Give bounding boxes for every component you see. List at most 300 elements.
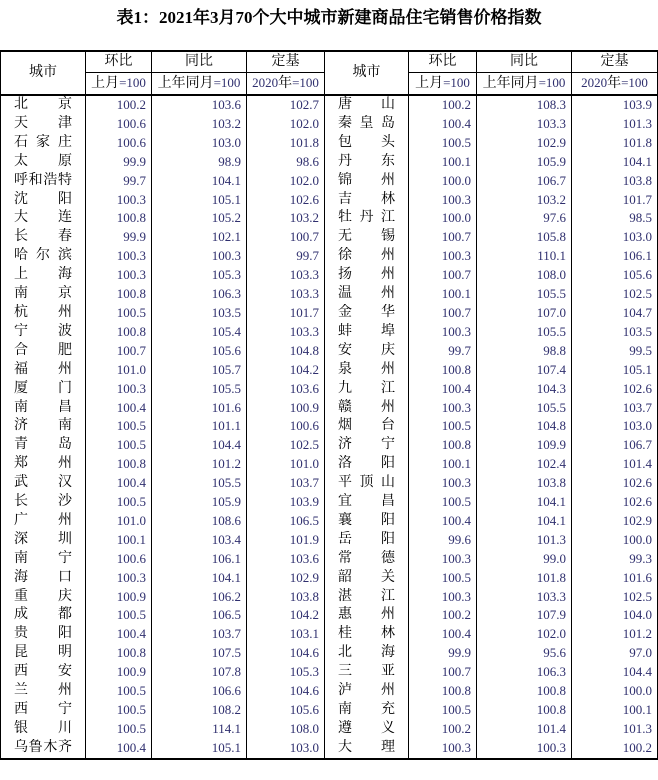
yoy-index-value: 107.5 bbox=[152, 644, 247, 663]
fixed-base-index-value: 106.5 bbox=[247, 512, 325, 531]
base-header-part: 上年同月 bbox=[157, 76, 214, 91]
yoy-index-value: 100.8 bbox=[477, 701, 572, 720]
yoy-index-value: 101.2 bbox=[152, 455, 247, 474]
mom-index-value: 100.1 bbox=[409, 153, 477, 172]
city-name: 南 宁 bbox=[1, 550, 86, 569]
mom-index-value: 100.4 bbox=[409, 380, 477, 399]
base-header-part: =100 bbox=[443, 75, 470, 90]
fixed-base-index-value: 103.1 bbox=[247, 625, 325, 644]
table-row bbox=[1, 304, 658, 323]
fixed-base-index-value: 101.3 bbox=[572, 115, 658, 134]
fixed-base-index-value: 102.5 bbox=[572, 588, 658, 607]
fixed-base-index-value: 100.6 bbox=[247, 417, 325, 436]
base-header-part: 年 bbox=[278, 76, 293, 91]
city-name: 扬 州 bbox=[325, 266, 409, 285]
table-row bbox=[1, 550, 658, 569]
mom-index-value: 100.7 bbox=[409, 304, 477, 323]
table-row bbox=[1, 342, 658, 361]
table-row bbox=[1, 644, 658, 663]
city-name: 济 宁 bbox=[325, 436, 409, 455]
yoy-index-value: 105.1 bbox=[152, 739, 247, 759]
fixed-base-index-value: 103.3 bbox=[247, 285, 325, 304]
mom-index-value: 100.1 bbox=[86, 531, 152, 550]
fixed-base-index-value: 108.0 bbox=[247, 720, 325, 739]
city-name: 宁 波 bbox=[1, 323, 86, 342]
mom-index-value: 100.4 bbox=[86, 625, 152, 644]
mom-index-value: 100.5 bbox=[86, 304, 152, 323]
city-name: 北 京 bbox=[1, 95, 86, 115]
table-row bbox=[1, 606, 658, 625]
city-name: 丹 东 bbox=[325, 153, 409, 172]
mom-index-value: 100.3 bbox=[409, 550, 477, 569]
fixed-base-index-value: 101.4 bbox=[572, 455, 658, 474]
table-row bbox=[1, 209, 658, 228]
table-row bbox=[1, 739, 658, 759]
city-name: 兰 州 bbox=[1, 682, 86, 701]
city-name: 长 沙 bbox=[1, 493, 86, 512]
mom-index-value: 100.5 bbox=[86, 417, 152, 436]
table-row bbox=[1, 474, 658, 493]
mom-index-value: 100.0 bbox=[409, 172, 477, 191]
yoy-index-value: 101.4 bbox=[477, 720, 572, 739]
yoy-index-value: 106.3 bbox=[152, 285, 247, 304]
city-name: 长 春 bbox=[1, 228, 86, 247]
city-name: 安 庆 bbox=[325, 342, 409, 361]
fixed-base-index-value: 101.9 bbox=[247, 531, 325, 550]
fixed-base-index-value: 97.0 bbox=[572, 644, 658, 663]
price-index-table bbox=[0, 50, 658, 760]
mom-index-value: 100.3 bbox=[86, 247, 152, 266]
city-name: 上 海 bbox=[1, 266, 86, 285]
table-row bbox=[1, 399, 658, 418]
fixed-base-index-value: 106.1 bbox=[572, 247, 658, 266]
base-header-part: =100 bbox=[538, 75, 566, 90]
mom-index-value: 100.9 bbox=[86, 588, 152, 607]
city-name: 深 圳 bbox=[1, 531, 86, 550]
yoy-index-value: 103.2 bbox=[477, 191, 572, 210]
fixed-base-index-value: 100.0 bbox=[572, 531, 658, 550]
fixed-base-index-value: 106.7 bbox=[572, 436, 658, 455]
table-row bbox=[1, 361, 658, 380]
fixed-base-index-value: 101.7 bbox=[572, 191, 658, 210]
base-header-part: =100 bbox=[292, 75, 319, 90]
mom-index-value: 100.5 bbox=[86, 701, 152, 720]
table-row bbox=[1, 266, 658, 285]
city-name: 太 原 bbox=[1, 153, 86, 172]
fixed-base-index-value: 102.0 bbox=[247, 115, 325, 134]
city-name: 厦 门 bbox=[1, 380, 86, 399]
mom-index-value: 100.9 bbox=[86, 663, 152, 682]
city-name: 天 津 bbox=[1, 115, 86, 134]
index-base-header bbox=[86, 73, 152, 96]
fixed-base-index-value: 104.7 bbox=[572, 304, 658, 323]
mom-index-value: 100.4 bbox=[86, 399, 152, 418]
table-row bbox=[1, 512, 658, 531]
fixed-base-index-value: 104.6 bbox=[247, 644, 325, 663]
yoy-index-value: 108.6 bbox=[152, 512, 247, 531]
mom-index-value: 100.7 bbox=[409, 228, 477, 247]
base-header-part: 2020 bbox=[581, 75, 608, 90]
fixed-base-index-value: 101.2 bbox=[572, 625, 658, 644]
yoy-index-value: 102.1 bbox=[152, 228, 247, 247]
yoy-index-value: 105.4 bbox=[152, 323, 247, 342]
city-column-header: 城市 bbox=[1, 51, 86, 95]
city-name: 南 京 bbox=[1, 285, 86, 304]
fixed-base-index-value: 103.0 bbox=[572, 228, 658, 247]
city-name: 金 华 bbox=[325, 304, 409, 323]
yoy-index-value: 104.1 bbox=[152, 569, 247, 588]
fixed-base-index-value: 100.2 bbox=[572, 739, 658, 759]
mom-index-value: 100.8 bbox=[86, 285, 152, 304]
city-name: 哈 尔 滨 bbox=[1, 247, 86, 266]
city-name: 福 州 bbox=[1, 361, 86, 380]
city-name: 烟 台 bbox=[325, 417, 409, 436]
yoy-index-value: 103.8 bbox=[477, 474, 572, 493]
city-name: 呼 和 浩 特 bbox=[1, 172, 86, 191]
yoy-index-value: 105.3 bbox=[152, 266, 247, 285]
city-name: 洛 阳 bbox=[325, 455, 409, 474]
table-row bbox=[1, 493, 658, 512]
city-name: 桂 林 bbox=[325, 625, 409, 644]
fixed-base-index-value: 103.8 bbox=[572, 172, 658, 191]
mom-index-value: 100.2 bbox=[409, 720, 477, 739]
mom-index-value: 100.8 bbox=[86, 644, 152, 663]
fixed-base-index-value: 101.7 bbox=[247, 304, 325, 323]
fixed-base-index-value: 102.6 bbox=[572, 474, 658, 493]
fixed-base-index-value: 104.4 bbox=[572, 663, 658, 682]
yoy-index-value: 114.1 bbox=[152, 720, 247, 739]
yoy-index-value: 104.1 bbox=[152, 172, 247, 191]
mom-index-value: 100.8 bbox=[409, 436, 477, 455]
yoy-index-value: 110.1 bbox=[477, 247, 572, 266]
mom-index-value: 100.0 bbox=[409, 209, 477, 228]
city-name: 北 海 bbox=[325, 644, 409, 663]
yoy-index-value: 95.6 bbox=[477, 644, 572, 663]
base-header-part: 上月 bbox=[415, 76, 444, 91]
fixed-base-index-value: 102.7 bbox=[247, 95, 325, 115]
city-column-header: 城市 bbox=[325, 51, 409, 95]
yoy-index-value: 107.8 bbox=[152, 663, 247, 682]
city-name: 成 都 bbox=[1, 606, 86, 625]
fixed-base-index-value: 100.0 bbox=[572, 682, 658, 701]
mom-index-value: 100.4 bbox=[409, 512, 477, 531]
yoy-index-value: 108.2 bbox=[152, 701, 247, 720]
table-row bbox=[1, 436, 658, 455]
mom-index-value: 100.8 bbox=[86, 455, 152, 474]
table-row bbox=[1, 95, 658, 115]
mom-index-value: 100.3 bbox=[86, 569, 152, 588]
index-group-header: 环比 bbox=[86, 51, 152, 73]
fixed-base-index-value: 101.6 bbox=[572, 569, 658, 588]
mom-index-value: 100.3 bbox=[86, 191, 152, 210]
city-name: 济 南 bbox=[1, 417, 86, 436]
mom-index-value: 100.8 bbox=[86, 209, 152, 228]
index-base-header bbox=[247, 73, 325, 96]
yoy-index-value: 106.7 bbox=[477, 172, 572, 191]
fixed-base-index-value: 103.3 bbox=[247, 266, 325, 285]
yoy-index-value: 106.1 bbox=[152, 550, 247, 569]
fixed-base-index-value: 103.6 bbox=[247, 380, 325, 399]
fixed-base-index-value: 102.9 bbox=[247, 569, 325, 588]
city-name: 重 庆 bbox=[1, 588, 86, 607]
mom-index-value: 100.3 bbox=[409, 247, 477, 266]
yoy-index-value: 106.2 bbox=[152, 588, 247, 607]
city-name: 襄 阳 bbox=[325, 512, 409, 531]
mom-index-value: 100.4 bbox=[86, 739, 152, 759]
fixed-base-index-value: 103.6 bbox=[247, 550, 325, 569]
table-row bbox=[1, 172, 658, 191]
city-name: 遵 义 bbox=[325, 720, 409, 739]
city-name: 包 头 bbox=[325, 134, 409, 153]
table-row bbox=[1, 191, 658, 210]
mom-index-value: 100.3 bbox=[409, 588, 477, 607]
city-name: 赣 州 bbox=[325, 399, 409, 418]
city-name: 宜 昌 bbox=[325, 493, 409, 512]
base-header-part: 年 bbox=[607, 76, 622, 91]
base-header-part: 2020 bbox=[252, 75, 279, 90]
fixed-base-index-value: 104.0 bbox=[572, 606, 658, 625]
table-row bbox=[1, 380, 658, 399]
mom-index-value: 100.6 bbox=[86, 550, 152, 569]
city-name: 贵 阳 bbox=[1, 625, 86, 644]
yoy-index-value: 98.9 bbox=[152, 153, 247, 172]
fixed-base-index-value: 104.2 bbox=[247, 606, 325, 625]
table-row bbox=[1, 323, 658, 342]
fixed-base-index-value: 101.0 bbox=[247, 455, 325, 474]
city-name: 唐 山 bbox=[325, 95, 409, 115]
yoy-index-value: 99.0 bbox=[477, 550, 572, 569]
table-row bbox=[1, 720, 658, 739]
city-name: 牡 丹 江 bbox=[325, 209, 409, 228]
table-row bbox=[1, 134, 658, 153]
index-group-header: 定基 bbox=[572, 51, 658, 73]
table-row bbox=[1, 625, 658, 644]
city-name: 泸 州 bbox=[325, 682, 409, 701]
mom-index-value: 100.1 bbox=[409, 285, 477, 304]
city-name: 西 宁 bbox=[1, 701, 86, 720]
fixed-base-index-value: 100.1 bbox=[572, 701, 658, 720]
table-row bbox=[1, 701, 658, 720]
fixed-base-index-value: 102.6 bbox=[572, 493, 658, 512]
yoy-index-value: 97.6 bbox=[477, 209, 572, 228]
yoy-index-value: 100.8 bbox=[477, 682, 572, 701]
fixed-base-index-value: 103.7 bbox=[572, 399, 658, 418]
fixed-base-index-value: 105.3 bbox=[247, 663, 325, 682]
mom-index-value: 100.7 bbox=[86, 342, 152, 361]
yoy-index-value: 104.3 bbox=[477, 380, 572, 399]
mom-index-value: 100.2 bbox=[409, 606, 477, 625]
mom-index-value: 100.5 bbox=[409, 569, 477, 588]
yoy-index-value: 105.7 bbox=[152, 361, 247, 380]
yoy-index-value: 104.1 bbox=[477, 512, 572, 531]
fixed-base-index-value: 103.5 bbox=[572, 323, 658, 342]
yoy-index-value: 102.4 bbox=[477, 455, 572, 474]
fixed-base-index-value: 102.6 bbox=[572, 380, 658, 399]
yoy-index-value: 107.4 bbox=[477, 361, 572, 380]
index-base-header bbox=[409, 73, 477, 96]
yoy-index-value: 100.3 bbox=[152, 247, 247, 266]
mom-index-value: 100.7 bbox=[409, 266, 477, 285]
city-name: 郑 州 bbox=[1, 455, 86, 474]
table-row bbox=[1, 588, 658, 607]
city-name: 昆 明 bbox=[1, 644, 86, 663]
base-header-part: 上年同月 bbox=[482, 76, 539, 91]
city-name: 秦 皇 岛 bbox=[325, 115, 409, 134]
table-row bbox=[1, 531, 658, 550]
city-name: 常 德 bbox=[325, 550, 409, 569]
fixed-base-index-value: 100.7 bbox=[247, 228, 325, 247]
index-base-header bbox=[572, 73, 658, 96]
city-name: 平 顶 山 bbox=[325, 474, 409, 493]
fixed-base-index-value: 99.7 bbox=[247, 247, 325, 266]
city-name: 无 锡 bbox=[325, 228, 409, 247]
yoy-index-value: 106.5 bbox=[152, 606, 247, 625]
index-group-header: 定基 bbox=[247, 51, 325, 73]
table-row bbox=[1, 417, 658, 436]
page-title: 表1：2021年3月70个大中城市新建商品住宅销售价格指数 bbox=[116, 8, 542, 27]
base-header-part: =100 bbox=[213, 75, 241, 90]
city-name: 湛 江 bbox=[325, 588, 409, 607]
city-name: 大 理 bbox=[325, 739, 409, 759]
mom-index-value: 100.5 bbox=[86, 682, 152, 701]
yoy-index-value: 103.4 bbox=[152, 531, 247, 550]
city-name: 沈 阳 bbox=[1, 191, 86, 210]
table-row bbox=[1, 663, 658, 682]
city-name: 蚌 埠 bbox=[325, 323, 409, 342]
mom-index-value: 99.9 bbox=[409, 644, 477, 663]
table-row bbox=[1, 682, 658, 701]
yoy-index-value: 107.9 bbox=[477, 606, 572, 625]
yoy-index-value: 109.9 bbox=[477, 436, 572, 455]
fixed-base-index-value: 102.5 bbox=[247, 436, 325, 455]
index-group-header: 同比 bbox=[152, 51, 247, 73]
fixed-base-index-value: 102.9 bbox=[572, 512, 658, 531]
city-name: 青 岛 bbox=[1, 436, 86, 455]
fixed-base-index-value: 104.2 bbox=[247, 361, 325, 380]
table-row bbox=[1, 247, 658, 266]
mom-index-value: 100.3 bbox=[409, 474, 477, 493]
mom-index-value: 100.5 bbox=[409, 134, 477, 153]
yoy-index-value: 104.1 bbox=[477, 493, 572, 512]
mom-index-value: 100.3 bbox=[86, 266, 152, 285]
fixed-base-index-value: 104.8 bbox=[247, 342, 325, 361]
mom-index-value: 100.8 bbox=[409, 682, 477, 701]
mom-index-value: 99.7 bbox=[86, 172, 152, 191]
fixed-base-index-value: 102.5 bbox=[572, 285, 658, 304]
yoy-index-value: 98.8 bbox=[477, 342, 572, 361]
mom-index-value: 99.6 bbox=[409, 531, 477, 550]
fixed-base-index-value: 98.5 bbox=[572, 209, 658, 228]
mom-index-value: 100.2 bbox=[86, 95, 152, 115]
city-name: 银 川 bbox=[1, 720, 86, 739]
fixed-base-index-value: 105.6 bbox=[572, 266, 658, 285]
mom-index-value: 100.8 bbox=[86, 323, 152, 342]
mom-index-value: 100.2 bbox=[409, 95, 477, 115]
yoy-index-value: 103.3 bbox=[477, 115, 572, 134]
yoy-index-value: 101.3 bbox=[477, 531, 572, 550]
city-name: 武 汉 bbox=[1, 474, 86, 493]
fixed-base-index-value: 101.8 bbox=[247, 134, 325, 153]
mom-index-value: 100.5 bbox=[86, 436, 152, 455]
yoy-index-value: 103.6 bbox=[152, 95, 247, 115]
base-header-part: 上月 bbox=[91, 76, 120, 91]
yoy-index-value: 101.8 bbox=[477, 569, 572, 588]
city-name: 石 家 庄 bbox=[1, 134, 86, 153]
mom-index-value: 100.5 bbox=[409, 701, 477, 720]
yoy-index-value: 105.1 bbox=[152, 191, 247, 210]
fixed-base-index-value: 103.3 bbox=[247, 323, 325, 342]
mom-index-value: 100.5 bbox=[86, 493, 152, 512]
city-name: 海 口 bbox=[1, 569, 86, 588]
yoy-index-value: 107.0 bbox=[477, 304, 572, 323]
fixed-base-index-value: 98.6 bbox=[247, 153, 325, 172]
city-name: 南 充 bbox=[325, 701, 409, 720]
mom-index-value: 100.6 bbox=[86, 115, 152, 134]
yoy-index-value: 108.3 bbox=[477, 95, 572, 115]
fixed-base-index-value: 103.2 bbox=[247, 209, 325, 228]
base-header-part: =100 bbox=[621, 75, 648, 90]
city-name: 泉 州 bbox=[325, 361, 409, 380]
fixed-base-index-value: 105.6 bbox=[247, 701, 325, 720]
fixed-base-index-value: 103.8 bbox=[247, 588, 325, 607]
city-name: 乌 鲁 木 齐 bbox=[1, 739, 86, 759]
city-name: 合 肥 bbox=[1, 342, 86, 361]
yoy-index-value: 105.5 bbox=[152, 380, 247, 399]
index-group-header: 环比 bbox=[409, 51, 477, 73]
yoy-index-value: 104.8 bbox=[477, 417, 572, 436]
city-name: 九 江 bbox=[325, 380, 409, 399]
mom-index-value: 99.9 bbox=[86, 153, 152, 172]
mom-index-value: 100.7 bbox=[409, 663, 477, 682]
index-group-header: 同比 bbox=[477, 51, 572, 73]
mom-index-value: 99.7 bbox=[409, 342, 477, 361]
mom-index-value: 100.5 bbox=[86, 720, 152, 739]
mom-index-value: 99.9 bbox=[86, 228, 152, 247]
city-name: 南 昌 bbox=[1, 399, 86, 418]
index-base-header bbox=[152, 73, 247, 96]
mom-index-value: 100.8 bbox=[409, 361, 477, 380]
yoy-index-value: 103.0 bbox=[152, 134, 247, 153]
mom-index-value: 100.4 bbox=[409, 115, 477, 134]
mom-index-value: 101.0 bbox=[86, 512, 152, 531]
yoy-index-value: 105.5 bbox=[477, 285, 572, 304]
yoy-index-value: 102.0 bbox=[477, 625, 572, 644]
mom-index-value: 100.5 bbox=[409, 417, 477, 436]
yoy-index-value: 105.2 bbox=[152, 209, 247, 228]
city-name: 西 安 bbox=[1, 663, 86, 682]
mom-index-value: 100.3 bbox=[409, 399, 477, 418]
fixed-base-index-value: 103.0 bbox=[572, 417, 658, 436]
table-row bbox=[1, 285, 658, 304]
yoy-index-value: 103.7 bbox=[152, 625, 247, 644]
yoy-index-value: 100.3 bbox=[477, 739, 572, 759]
fixed-base-index-value: 102.0 bbox=[247, 172, 325, 191]
mom-index-value: 100.3 bbox=[409, 323, 477, 342]
yoy-index-value: 106.6 bbox=[152, 682, 247, 701]
yoy-index-value: 105.5 bbox=[152, 474, 247, 493]
fixed-base-index-value: 103.9 bbox=[572, 95, 658, 115]
table-header bbox=[1, 51, 658, 95]
fixed-base-index-value: 103.0 bbox=[247, 739, 325, 759]
table-row bbox=[1, 455, 658, 474]
yoy-index-value: 103.3 bbox=[477, 588, 572, 607]
city-name: 岳 阳 bbox=[325, 531, 409, 550]
mom-index-value: 101.0 bbox=[86, 361, 152, 380]
yoy-index-value: 105.6 bbox=[152, 342, 247, 361]
city-name: 三 亚 bbox=[325, 663, 409, 682]
yoy-index-value: 104.4 bbox=[152, 436, 247, 455]
index-base-header bbox=[477, 73, 572, 96]
